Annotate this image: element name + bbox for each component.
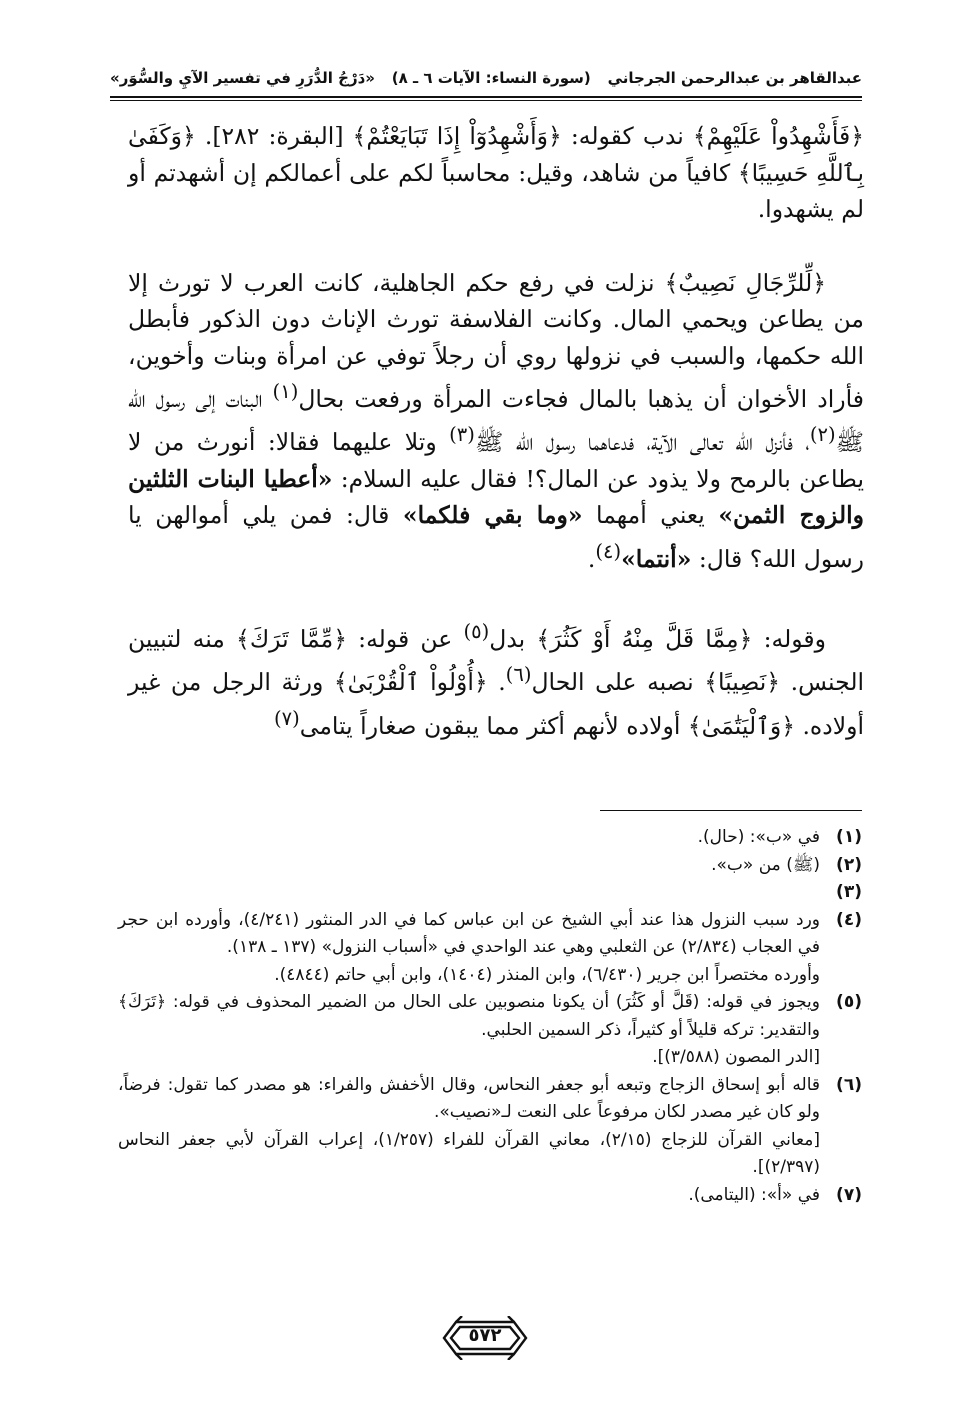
hadith-quote: «أعطيا البنات الثلثين والزوج الثمن» xyxy=(128,464,864,530)
footnote-number: (٢)(٣) xyxy=(836,854,862,902)
page-number-ornament xyxy=(440,1316,530,1360)
footnote-item xyxy=(118,824,862,852)
footnote-body xyxy=(118,824,820,852)
footnote-item xyxy=(118,1072,862,1182)
footnotes xyxy=(118,824,862,1209)
text-run: يعني أمهما xyxy=(582,501,719,530)
footnote-body xyxy=(118,907,820,990)
text-run: وقوله: ﴿مِمَّا قَلَّ مِنْهُ أَوْ كَثُرَ﴾ بدل xyxy=(489,624,826,653)
page-number: ٥٧٢ xyxy=(468,1325,502,1346)
footnote-line: قاله أبو إسحاق الزجاج وتبعه أبو جعفر النحاس، وقال الأخفش والفراء: هو مصدر كما تقول: فرضاً، ولو كان غير مصدر لكان مرفوعاً على النعت لـ«نصيب». xyxy=(118,1074,820,1122)
paragraph-1: ﴿فَأَشْهِدُواْ عَلَيْهِمْ﴾ ندب كقوله: ﴿وَأَشْهِدُوٓاْ إِذَا تَبَايَعْتُمْ﴾ [البقرة: ٢٨٢]. ﴿وَكَفَىٰ بِٱللَّهِ حَسِيبًا﴾ كافياً من شاهد، وقيل: محاسباً لكم على أعمالكم إن أشهدتم أو لم يشهدوا. xyxy=(128,122,864,223)
footnote-body xyxy=(118,852,820,907)
footnote-line: وأورده مختصراً ابن جرير (٦/٤٣٠)، وابن المنذر (١٤٠٤)، وابن أبي حاتم (٤٨٤٤). xyxy=(274,964,820,985)
footnote-item xyxy=(118,907,862,990)
hadith-quote: «أنتما» xyxy=(621,544,692,573)
footnote-marker-6: (٦) xyxy=(505,663,532,687)
footnote-line: [الدر المصون (٣/٥٨٨)]. xyxy=(652,1047,820,1067)
main-text xyxy=(128,118,864,744)
running-header xyxy=(110,58,862,98)
footnote-line: ورد سبب النزول هذا عند أبي الشيخ عن ابن عباس كما في الدر المنثور (٤/٢٤١)، وأورده ابن حجر في العجاب (٢/٨٣٤) عن الثعلبي وهي عند الواحدي في «أسباب النزول» (١٣٧ ـ ١٣٨). xyxy=(118,909,820,957)
text-run: ، فأنزل الله تعالى الآية، فدعاهما رسول الله ﷺ xyxy=(474,428,810,457)
header-author: عبدالقاهر بن عبدالرحمن الجرجاني xyxy=(607,69,862,87)
hadith-quote: «وما بقي فلكما» xyxy=(402,501,583,530)
footnote-divider xyxy=(600,810,862,811)
text-run: عن قوله: ﴿مِّمَّا تَرَكَ﴾ منه لتبيين الجنس. ﴿نَصِيبًا﴾ نصبه على الحال xyxy=(128,624,865,697)
footnote-line: في «أ»: (اليتامى). xyxy=(688,1184,820,1205)
footnote-item xyxy=(118,989,862,1072)
text-run: وتلا عليهما فقالا: أنورث من لا يطاعن بالرمح ولا يذود عن المال؟! فقال عليه السلام: xyxy=(128,428,864,493)
footnote-marker-4: (٤) xyxy=(595,539,622,563)
footnote-body xyxy=(118,1072,820,1182)
footnote-line: في «ب»: (حال). xyxy=(697,827,820,847)
footnote-body xyxy=(118,989,820,1072)
header-book-title: «دَرْجُ الدُّرَرِ في تفسير الآيِ والسُّوَر» xyxy=(110,69,375,87)
footnote-line: [معاني القرآن للزجاج (٢/١٥)، معاني القرآن للفراء (١/٢٥٧)، إعراب القرآن لأبي جعفر النحاس (٢/٣٩٧)]. xyxy=(118,1129,820,1177)
footnote-marker-1: (١) xyxy=(272,380,299,403)
footnote-number: (٦) xyxy=(836,1074,862,1095)
footnote-line: (ﷺ) من «ب». xyxy=(711,854,820,875)
footnote-body xyxy=(118,1182,820,1210)
text-run: قال: فمن يلي أموالهن يا رسول الله؟ قال: xyxy=(128,501,864,573)
footnote-number: (١) xyxy=(836,827,862,847)
footnote-item xyxy=(118,852,862,907)
footnote-number: (٧) xyxy=(836,1184,862,1205)
footnote-marker-7: (٧) xyxy=(273,706,300,730)
footnote-marker-5: (٥) xyxy=(463,619,490,643)
text-run: . xyxy=(587,544,596,573)
footnote-number: (٤) xyxy=(836,909,862,930)
footnote-marker-3: (٣) xyxy=(449,423,475,447)
header-surah: (سورة النساء: الآيات ٦ ـ ٨) xyxy=(391,69,591,87)
paragraph-3 xyxy=(128,614,864,744)
text-run: ﴿لِّلرِّجَالِ نَصِيبٌ﴾ نزلت في رفع حكم الجاهلية، كانت العرب لا تورث إلا من يطاعن ويحمي المال. وكانت الفلاسفة تورث الإناث دون الذكور فأبطل الله حكمها، والسبب في نزولها روي أن رجلاً توفي عن امرأة وبنات وأخوين، فأراد الأخوان أن يذهبا بالمال فجاءت المرأة ورفعت بحال xyxy=(128,268,864,413)
text-run: البنات إلى رسول الله ﷺ xyxy=(128,384,864,457)
footnote-line: ويجوز في قوله: (قَلَّ أو كَثُرَ) أن يكونا منصوبين على الحال من الضمير المحذوف في قوله: ﴿تَرَكَ﴾ والتقدير: تركه قليلاً أو كثيراً، ذكر السمين الحلبي. xyxy=(118,992,820,1040)
footnote-number: (٥) xyxy=(836,992,862,1012)
footnote-item xyxy=(118,1182,862,1210)
text-run: . ﴿أُوْلُواْ ٱلْقُرْبَىٰ﴾ ورثة الرجل من غير أولاده. ﴿وَٱلْيَتَٰمَىٰ﴾ أولاده لأنهم أكثر مما يبقون صغاراً يتامى xyxy=(128,668,864,740)
header-divider xyxy=(110,96,862,101)
footnote-marker-2: (٢) xyxy=(809,423,836,447)
paragraph-2 xyxy=(128,265,864,577)
